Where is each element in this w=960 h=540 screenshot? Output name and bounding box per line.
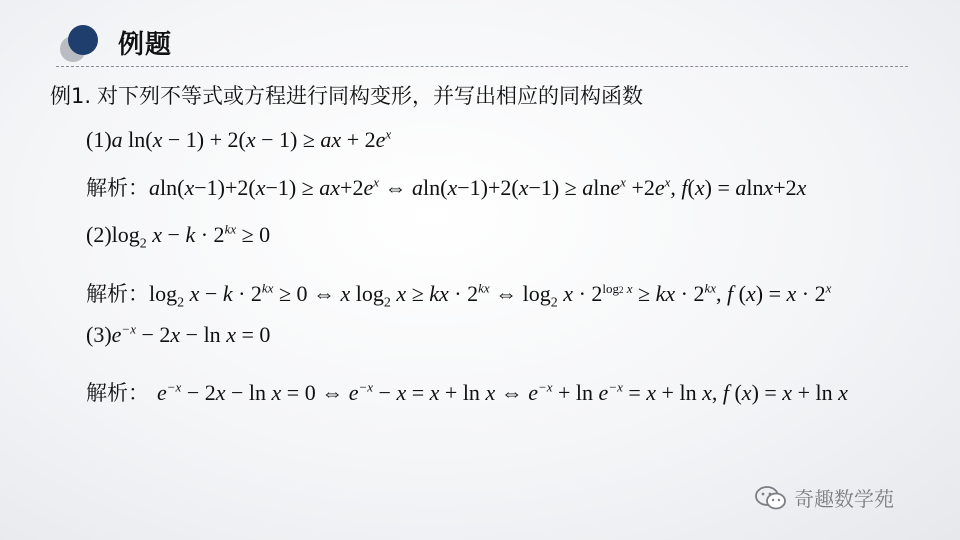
item-2-analysis-label: 解析： bbox=[86, 282, 149, 306]
item-1-analysis: 解析：$aln(x-1)+2(x-1) \ge ax+2e^x$ ⇔ $aln(x-1)+2(x-1) \ge alne^x +2e^x$, f(x) = alnx+2x bbox=[86, 174, 807, 200]
item-2-number: (2) bbox=[86, 222, 112, 247]
problem-statement bbox=[50, 80, 643, 110]
item-3-analysis: 解析： $e^{-x} - 2x - \ln x = 0$ ⇔ $e^{-x} - x = x + \ln x$ ⇔ $e^{-x} + \ln e^{-x} = x + \ln x$, f (x) = x + ln x bbox=[86, 379, 848, 405]
problem-label: 例1. bbox=[50, 84, 92, 108]
page-title: 例题 bbox=[118, 30, 173, 60]
item-3-number: (3) bbox=[86, 322, 112, 347]
item-2-equation: $(2)\log_2$ $x - k \cdot 2^{kx} \ge 0$ bbox=[86, 221, 271, 252]
item-3-analysis-label: 解析： bbox=[86, 381, 149, 405]
item-1-number: (1) bbox=[86, 127, 112, 152]
problem-text: 对下列不等式或方程进行同构变形，并写出相应的同构函数 bbox=[97, 84, 644, 108]
item-3-equation: $(3)e^{-x} - 2x - \ln x = 0$ bbox=[86, 321, 271, 347]
badge-blue-circle bbox=[68, 25, 98, 55]
wechat-icon bbox=[754, 484, 788, 512]
watermark bbox=[754, 483, 894, 512]
item-2-analysis: 解析：$\log_2 x - k \cdot 2^{kx} \ge 0$ ⇔ x $\log_2 x$ ≥ kx · $2^{kx}$ ⇔ $\log_2 x \cdot 2^{log2 x}$ ≥ kx · $2^{kx}$, f $(x) = x \cdot 2^x$ bbox=[86, 280, 832, 311]
title-divider bbox=[56, 66, 908, 67]
item-1-equation: (1)a ln(x − 1) + 2(x − 1) ≥ ax + $2e^x$ bbox=[86, 126, 392, 152]
item-1-analysis-label: 解析： bbox=[86, 176, 149, 200]
watermark-text: 奇趣数学苑 bbox=[794, 487, 894, 511]
